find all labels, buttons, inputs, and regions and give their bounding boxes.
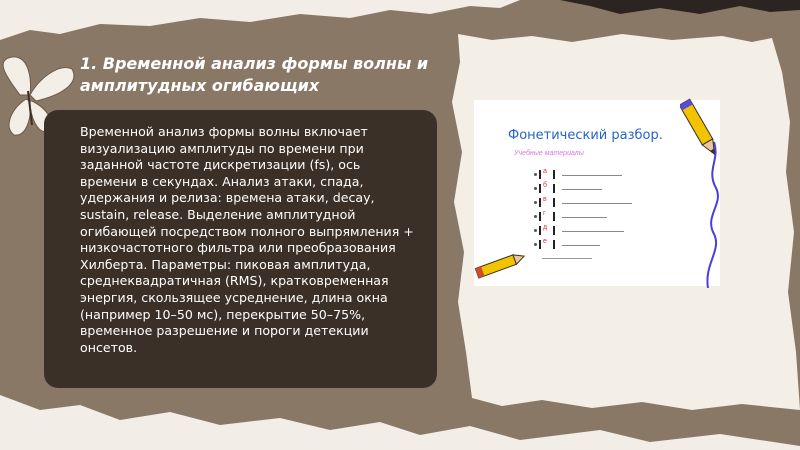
list-item: б bbox=[534, 184, 644, 194]
slide-body-text: Временной анализ формы волны включает визуализацию амплитуды по времени при заданной частоте дискретизации (fs), ось времени в секундах. Анализ атаки, спада, удержания и релиза: времена атаки, decay, sustain, release. Выделение амплитудной огибающей посредством полного выпрямления + низкочастотного фильтра или преобразования Хилберта. Параметры: пиковая амплитуда, среднеквадратичная (RMS), кратковременная энергия, скользящее усреднение, длина окна (например 10–50 мс), перекрытие 50–75%, временное разрешение и пороги детекции онсетов. bbox=[80, 124, 414, 355]
pencil-icon bbox=[470, 246, 530, 286]
divider bbox=[542, 258, 592, 259]
list-item: а bbox=[534, 170, 644, 180]
pencil-icon bbox=[680, 96, 720, 162]
image-subtitle: Учебные материалы bbox=[514, 150, 584, 157]
list-item: г bbox=[534, 212, 644, 222]
squiggle-decoration bbox=[698, 140, 728, 290]
list-item: е bbox=[534, 240, 644, 250]
slide-title: 1. Временной анализ формы волны и амплитудных огибающих bbox=[80, 54, 429, 95]
image-title: Фонетический разбор. bbox=[508, 128, 663, 143]
list-item: в bbox=[534, 198, 644, 208]
list-item: д bbox=[534, 226, 644, 236]
